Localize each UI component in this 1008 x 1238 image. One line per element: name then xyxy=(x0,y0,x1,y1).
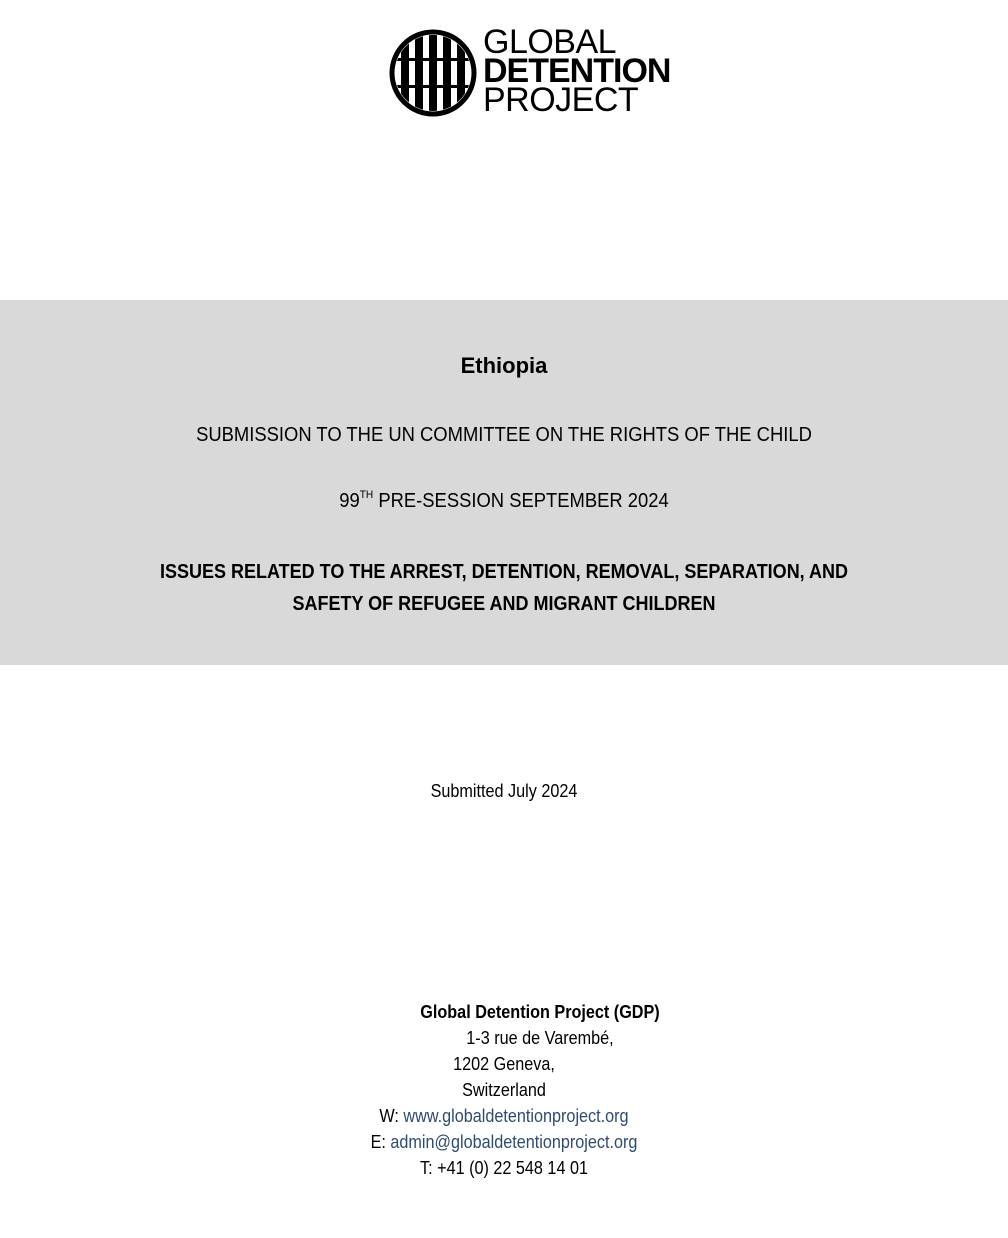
gdp-logo xyxy=(389,23,689,120)
org-name: Global Detention Project (GDP) xyxy=(420,1002,660,1022)
globe-bars-icon xyxy=(389,29,477,117)
issues-heading xyxy=(50,556,957,620)
email-row xyxy=(50,1129,957,1155)
phone-number: T: +41 (0) 22 548 14 01 xyxy=(420,1158,588,1178)
session-number: 99 xyxy=(339,490,360,512)
session-heading xyxy=(40,489,967,513)
logo-line-global: GLOBAL xyxy=(483,23,617,61)
submitted-date: Submitted July 2024 xyxy=(430,781,578,801)
issues-line-1: ISSUES RELATED TO THE ARREST, DETENTION, REMOVAL, SEPARATION, AND xyxy=(159,561,849,583)
logo-line-project: PROJECT xyxy=(483,81,639,119)
logo-line-detention: DETENTION xyxy=(483,52,671,90)
submission-heading: SUBMISSION TO THE UN COMMITTEE ON THE RIGHTS OF THE CHILD xyxy=(196,424,812,446)
country-title: Ethiopia xyxy=(460,353,548,378)
logo-wordmark xyxy=(483,23,671,119)
session-suffix: TH xyxy=(359,489,374,501)
title-band xyxy=(0,300,1008,665)
address-country: Switzerland xyxy=(462,1080,546,1100)
email-link[interactable]: admin@globaldetentionproject.org xyxy=(390,1132,638,1152)
issues-line-2: SAFETY OF REFUGEE AND MIGRANT CHILDREN xyxy=(292,593,716,615)
web-label: W: xyxy=(379,1106,404,1126)
email-label: E: xyxy=(370,1132,391,1152)
website-link[interactable]: www.globaldetentionproject.org xyxy=(403,1106,629,1126)
address-street: 1-3 rue de Varembé, xyxy=(466,1028,614,1048)
contact-block xyxy=(0,999,1008,1181)
address-city: 1202 Geneva, xyxy=(453,1054,555,1074)
web-row xyxy=(50,1103,957,1129)
session-text: PRE-SESSION SEPTEMBER 2024 xyxy=(373,490,669,512)
